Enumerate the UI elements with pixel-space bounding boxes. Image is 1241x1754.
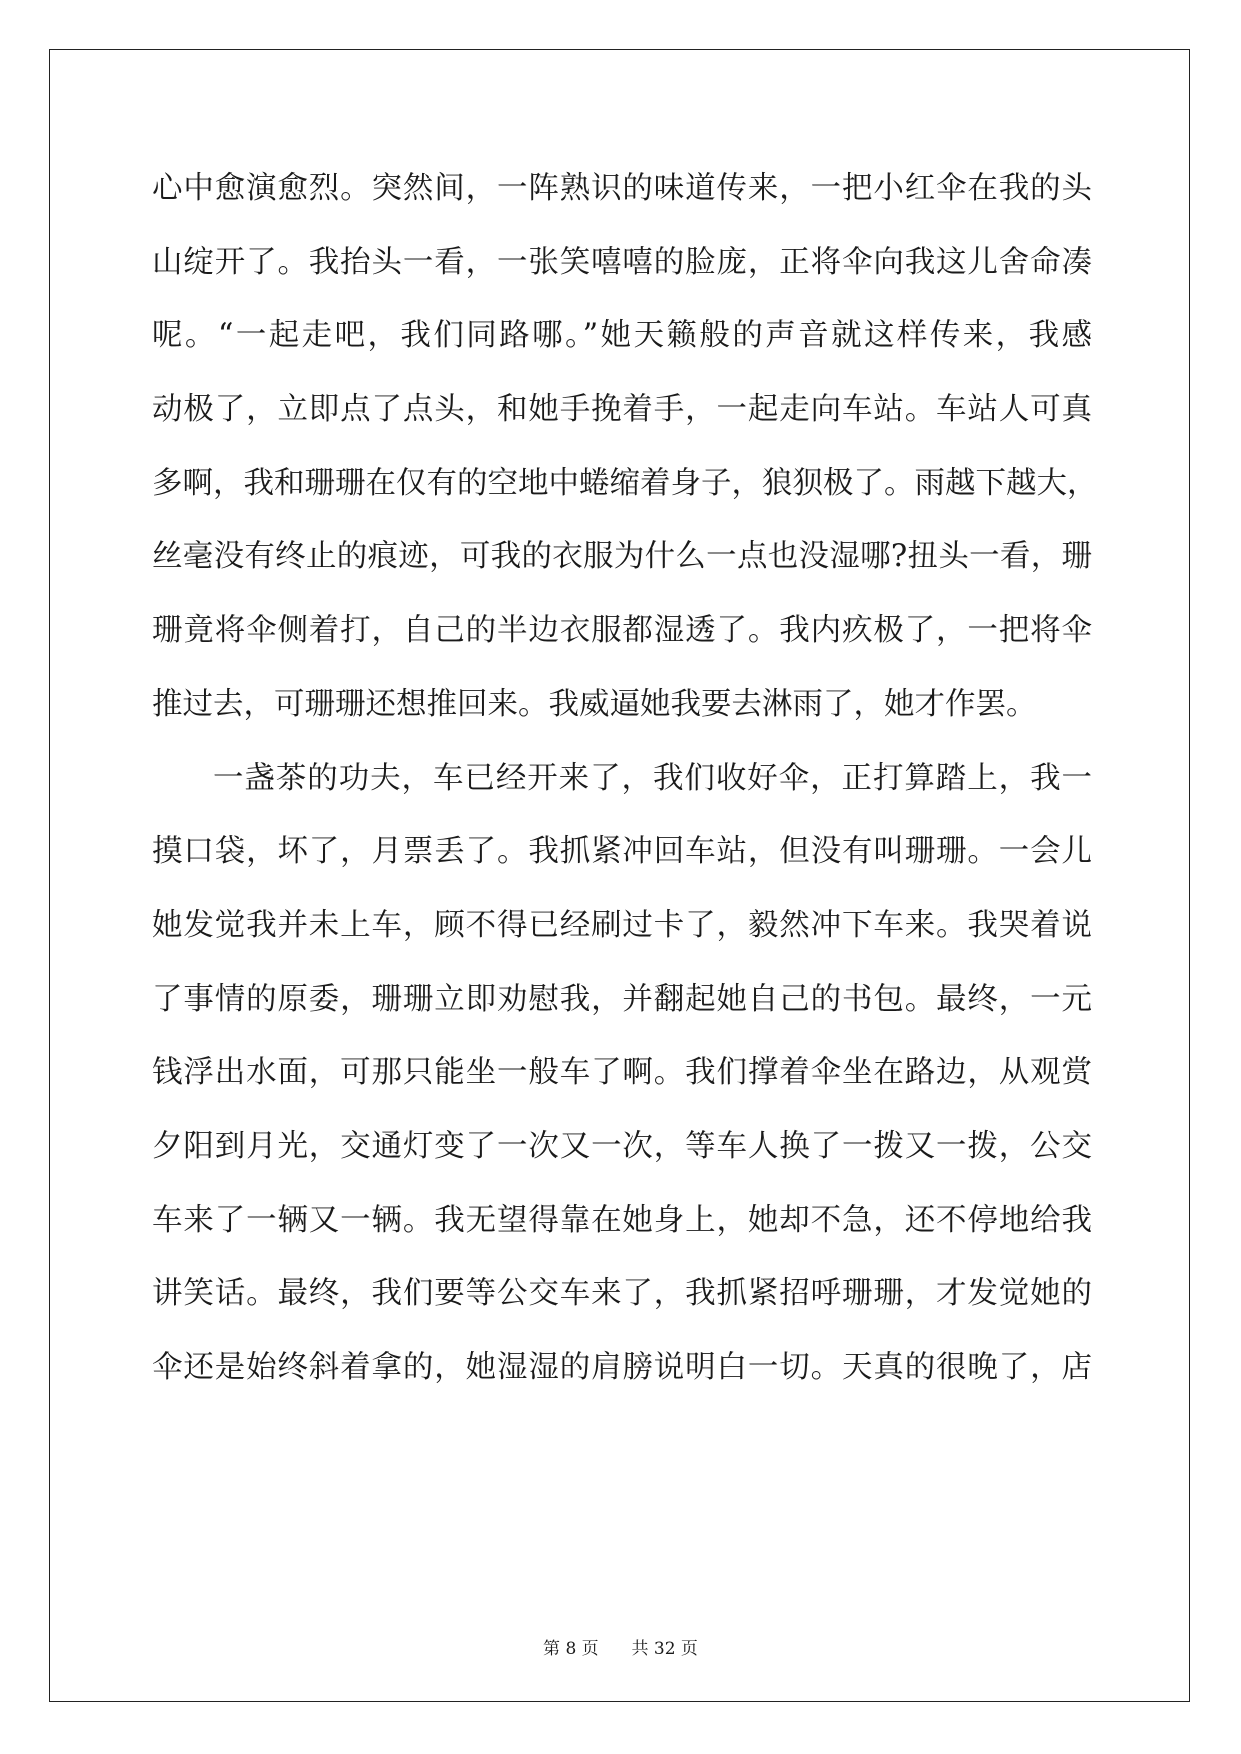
- text-line: 山绽开了。我抬头一看，一张笑嘻嘻的脸庞，正将伞向我这儿舍命凑: [152, 244, 1092, 280]
- text-line: 了事情的原委，珊珊立即劝慰我，并翻起她自己的书包。最终，一元: [152, 981, 1092, 1017]
- text-line: 心中愈演愈烈。突然间，一阵熟识的味道传来，一把小红伞在我的头: [152, 171, 1092, 206]
- text-line: 动极了，立即点了点头，和她手挽着手，一起走向车站。车站人可真: [152, 392, 1092, 428]
- text-line: 珊竟将伞侧着打，自己的半边衣服都湿透了。我内疚极了，一把将伞: [152, 613, 1092, 649]
- text-line: 多啊，我和珊珊在仅有的空地中蜷缩着身子，狼狈极了。雨越下越大，: [152, 465, 1098, 501]
- text-line: 她发觉我并未上车，顾不得已经刷过卡了，毅然冲下车来。我哭着说: [152, 907, 1092, 943]
- text-line: 推过去，可珊珊还想推回来。我威逼她我要去淋雨了，她才作罢。: [152, 686, 1037, 722]
- page-footer: [0, 1634, 1241, 1659]
- text-line: 车来了一辆又一辆。我无望得靠在她身上，她却不急，还不停地给我: [152, 1202, 1092, 1238]
- text-line: 摸口袋，坏了，月票丢了。我抓紧冲回车站，但没有叫珊珊。一会儿: [152, 834, 1092, 870]
- text-line: 夕阳到月光，交通灯变了一次又一次，等车人换了一拨又一拨，公交: [152, 1128, 1092, 1164]
- text-line: 呢。“一起走吧，我们同路哪。”她天籁般的声音就这样传来，我感: [152, 318, 1092, 354]
- text-line: 讲笑话。最终，我们要等公交车来了，我抓紧招呼珊珊，才发觉她的: [152, 1276, 1092, 1312]
- text-line: 伞还是始终斜着拿的，她湿湿的肩膀说明白一切。天真的很晚了，店: [152, 1350, 1092, 1385]
- text-line: 一盏茶的功夫，车已经开来了，我们收好伞，正打算踏上，我一: [213, 760, 1092, 796]
- text-line: 钱浮出水面，可那只能坐一般车了啊。我们撑着伞坐在路边，从观赏: [152, 1055, 1092, 1091]
- text-line: 丝毫没有终止的痕迹，可我的衣服为什么一点也没湿哪?扭头一看，珊: [152, 539, 1092, 575]
- current-page-number: 第 8 页: [543, 1639, 599, 1659]
- total-page-count: 共 32 页: [631, 1639, 698, 1659]
- document-body: [152, 162, 1098, 1415]
